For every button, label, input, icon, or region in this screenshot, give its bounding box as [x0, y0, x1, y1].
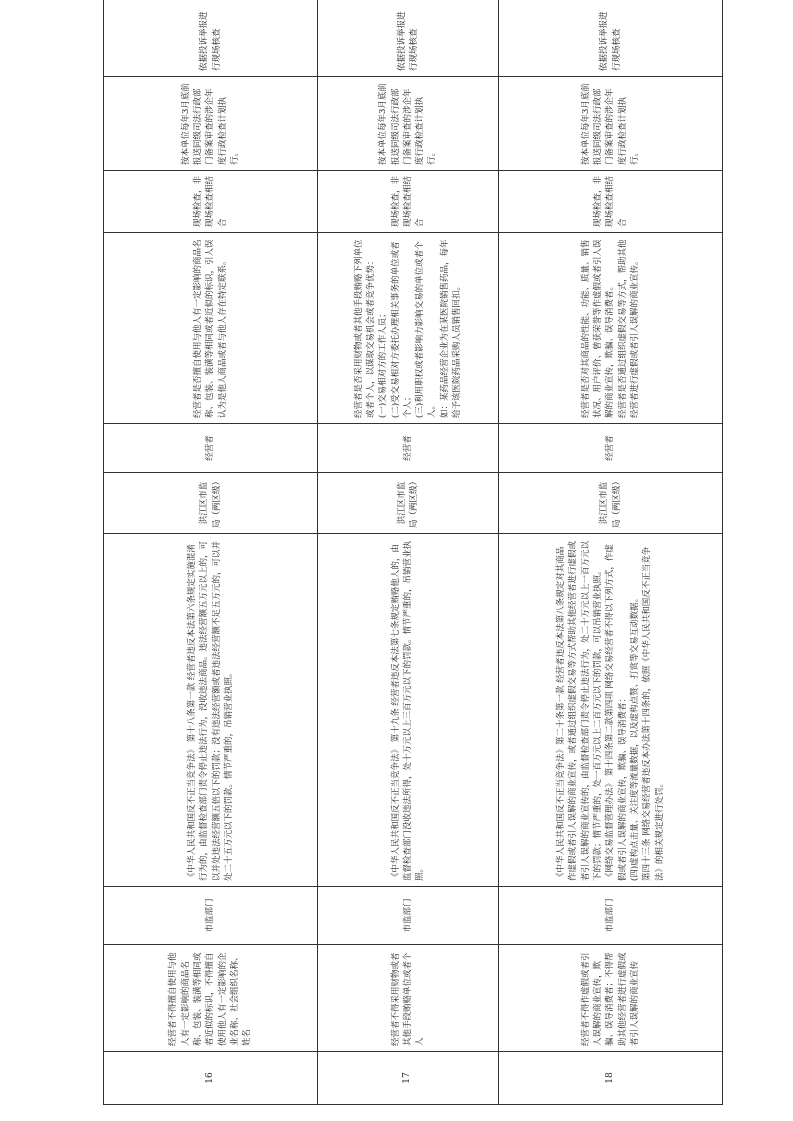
inspection-item: 经营者不得擅自使用与他人有一定影响的商品名称、包装、装潢等相同或者近似的标识，不得擅自使用他人有一定影响的企业名称、社会组织名称、姓名: [104, 945, 318, 1052]
inspection-content: 经营者是否对其商品的性能、功能、质量、销售状况、用户评价、曾获荣誉等作虚假或者引人误解的商业宣传，欺骗、误导消费者。 经营者是否通过组织虚假交易等方式，帮助其他经营者进行虚假或者引人误解的商业宣传。: [499, 233, 723, 424]
table-row: [499, 0, 723, 1105]
inspection-frequency: 按本单位每年3月底前报送同级司法行政部门备案审查的涉企年度行政检查计划执行。: [104, 77, 318, 171]
inspection-subject: 洪江区市监局（两区级）: [318, 473, 499, 534]
inspection-subject: 洪江区市监局（两区级）: [104, 473, 318, 534]
row-number: 16: [104, 1052, 318, 1105]
rotated-table-wrapper: [103, 11, 722, 1105]
legal-basis: 《中华人民共和国反不正当竞争法》 第十九条 经营者违反本法第七条规定贿赂他人的，由监督检查部门没收违法所得，处十万元以上三百万元以下的罚款。情节严重的，吊销营业执照。: [318, 534, 499, 887]
inspection-object: 经营者: [318, 424, 499, 473]
inspection-content: 经营者是否擅自使用与他人有一定影响的商品名称、包装、装潢等相同或者近似的标识，引人误认为是他人商品或者与他人存在特定联系。: [104, 233, 318, 424]
inspection-trigger: 依据投诉举报进行现场核查: [104, 0, 318, 77]
inspection-frequency: 按本单位每年3月底前报送同级司法行政部门备案审查的涉企年度行政检查计划执行。: [318, 77, 499, 171]
department: 市监部门: [104, 887, 318, 945]
table-row: [318, 0, 499, 1105]
inspection-item: 经营者不得作虚假或者引人误解的商业宣传，欺骗、误导消费者；不得帮助其他经营者进行虚假或者引人误解的商业宣传: [499, 945, 723, 1052]
department: 市监部门: [499, 887, 723, 945]
inspection-method: 现场检查，非现场检查相结合: [318, 171, 499, 233]
inspection-content: 经营者是否采用财物或者其他手段贿赂下列单位或者个人，以谋取交易机会或者竞争优势： (一)交易相对方的工作人员； (二)受交易相对方委托办理相关事务的单位或者个人； (三)利用职权或者影响力影响交易的单位或者个人。 如：某药品经营企业为在某医院销售药品，每年给予该医院药品采购人员销售回扣。: [318, 233, 499, 424]
inspection-method: 现场检查，非现场检查相结合: [499, 171, 723, 233]
legal-basis: 《中华人民共和国反不正当竞争法》 第十八条第一款 经营者违反本法第六条规定实施混淆行为的，由监督检查部门责令停止违法行为，没收违法商品。违法经营额五万元以上的，可以并处违法经营额五倍以下的罚款；没有违法经营额或者违法经营额不足五万元的，可以并处二十五万元以下的罚款。情节严重的，吊销营业执照。: [104, 534, 318, 887]
inspection-trigger: 依据投诉举报进行现场核查: [318, 0, 499, 77]
inspection-object: 经营者: [104, 424, 318, 473]
inspection-frequency: 按本单位每年3月底前报送同级司法行政部门备案审查的涉企年度行政检查计划执行。: [499, 77, 723, 171]
inspection-subject: 洪江区市监局（两区级）: [499, 473, 723, 534]
inspection-trigger: 依据投诉举报进行现场核查: [499, 0, 723, 77]
legal-basis: 《中华人民共和国反不正当竞争法》第二十条第一款 经营者违反本法第八条规定对其商品作虚假或者引人误解的商业宣传，或者通过组织虚假交易等方式帮助其他经营者进行虚假或者引人误解的商业宣传的，由监督检查部门责令停止违法行为，处二十万元以上一百万元以下的罚款；情节严重的，处一百万元以上二百万元以下的罚款，可以吊销营业执照。 《网络交易监督管理办法》 第十四条第二款第四项 网络交易经营者不得以下列方式，作虚假或者引人误解的商业宣传，欺骗、误导消费者： (四)虚构点击量、关注度等流量数据，以及虚构点赞、打赏等交易互动数据。 第四十三条 网络交易经营者违反本办法第十四条的，依照《中华人民共和国反不正当竞争法》的相关规定进行处罚。: [499, 534, 723, 887]
inspection-items-table: [103, 0, 723, 1105]
row-number: 17: [318, 1052, 499, 1105]
inspection-object: 经营者: [499, 424, 723, 473]
table-row: [104, 0, 318, 1105]
department: 市监部门: [318, 887, 499, 945]
inspection-method: 现场检查，非现场检查相结合: [104, 171, 318, 233]
inspection-item: 经营者不得采用财物或者其他手段贿赂单位或者个人: [318, 945, 499, 1052]
row-number: 18: [499, 1052, 723, 1105]
